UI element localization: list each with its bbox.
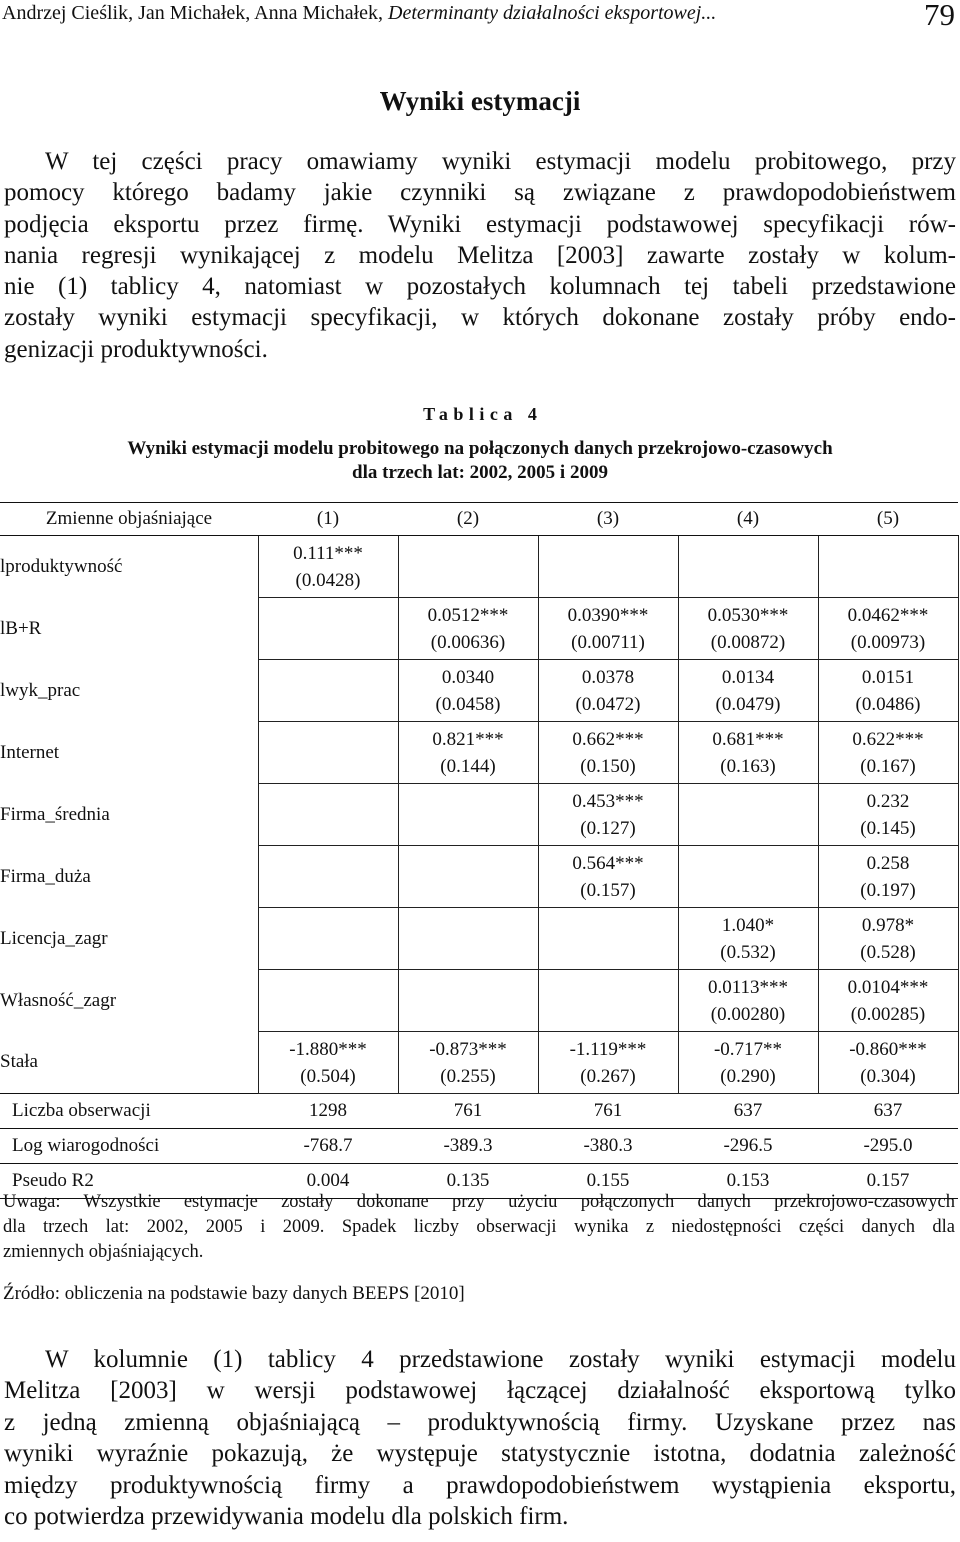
- empty-cell: [538, 970, 678, 1032]
- statistic-value: 0.153: [678, 1164, 818, 1199]
- column-header-1: (1): [258, 503, 398, 536]
- statistic-value: 761: [398, 1094, 538, 1129]
- variable-name: Firma_średnia: [0, 803, 110, 825]
- empty-cell: [398, 846, 538, 908]
- coefficient-value: -0.860***: [849, 1038, 927, 1060]
- statistic-value: 1298: [258, 1094, 398, 1129]
- coefficient-cell: [538, 598, 678, 660]
- standard-error: (0.00285): [850, 1003, 926, 1025]
- empty-cell: [678, 536, 818, 598]
- statistic-value: 0.155: [538, 1164, 678, 1199]
- coefficient-cell: [818, 1032, 958, 1094]
- empty-cell: [258, 722, 398, 784]
- coefficient-cell: [538, 660, 678, 722]
- standard-error: (0.504): [300, 1065, 356, 1087]
- paragraph-line: z jedną zmienną objaśniającą – produktywnością firmy. Uzyskane przez nas: [4, 1408, 956, 1436]
- note-line: dla trzech lat: 2002, 2005 i 2009. Spadek liczby obserwacji wynika z niedostępności części danych dla: [3, 1217, 955, 1237]
- coefficient-cell: [818, 722, 958, 784]
- empty-cell: [398, 970, 538, 1032]
- coefficient-value: 0.0530***: [707, 604, 789, 626]
- empty-cell: [678, 846, 818, 908]
- empty-cell: [398, 784, 538, 846]
- table-row: [0, 846, 958, 908]
- coefficient-cell: [398, 1032, 538, 1094]
- coefficient-value: -0.717**: [713, 1038, 783, 1060]
- standard-error: (0.150): [580, 755, 636, 777]
- standard-error: (0.0486): [855, 693, 921, 715]
- column-header-variables: Zmienne objaśniające: [0, 503, 258, 536]
- standard-error: (0.532): [720, 941, 776, 963]
- empty-cell: [818, 536, 958, 598]
- paragraph-line: W kolumnie (1) tablicy 4 przedstawione zostały wyniki estymacji modelu: [45, 1346, 956, 1373]
- paragraph-line: Melitza [2003] w wersji podstawowej łączącej działalność eksportową tylko: [4, 1377, 956, 1405]
- coefficient-cell: [258, 1032, 398, 1094]
- standard-error: (0.00973): [850, 631, 926, 653]
- standard-error: (0.0428): [295, 569, 361, 591]
- standard-error: (0.197): [860, 879, 916, 901]
- stat-row: [0, 1129, 958, 1164]
- paragraph-line: podjęcia eksportu przez firmę. Wyniki estymacji podstawowej specyfikacji rów-: [4, 210, 956, 238]
- paragraph-line: co potwierdza przewidywania modelu dla polskich firm.: [4, 1502, 569, 1530]
- coefficient-cell: [818, 908, 958, 970]
- standard-error: (0.127): [580, 817, 636, 839]
- header-row: [0, 503, 958, 536]
- standard-error: (0.163): [720, 755, 776, 777]
- statistic-value: 637: [818, 1094, 958, 1129]
- coefficient-value: 0.0151: [861, 666, 915, 688]
- coefficient-cell: [258, 536, 398, 598]
- statistic-value: -380.3: [538, 1129, 678, 1164]
- statistic-value: -296.5: [678, 1129, 818, 1164]
- coefficient-value: 0.0113***: [707, 976, 789, 998]
- coefficient-value: 1.040*: [721, 914, 775, 936]
- coefficient-value: 0.111***: [293, 542, 363, 564]
- note-line: Uwaga: Wszystkie estymacje zostały dokonane przy użyciu połączonych danych przekrojowo-czasowych: [3, 1192, 955, 1212]
- empty-cell: [258, 846, 398, 908]
- coefficient-cell: [678, 970, 818, 1032]
- coefficient-cell: [818, 970, 958, 1032]
- header-authors: Andrzej Cieślik, Jan Michałek, Anna Michałek,: [2, 2, 389, 24]
- standard-error: (0.528): [860, 941, 916, 963]
- body-paragraph: [4, 146, 956, 365]
- header-running-title: Determinanty działalności eksportowej...: [388, 2, 717, 24]
- paragraph-line: nania regresji wynikającej z modelu Melitza [2003] zawarte zostały w kolum-: [4, 241, 956, 269]
- coefficient-cell: [538, 722, 678, 784]
- column-header-3: (3): [538, 503, 678, 536]
- table-source: Źródło: obliczenia na podstawie bazy danych BEEPS [2010]: [3, 1283, 465, 1304]
- standard-error: (0.00711): [571, 631, 645, 653]
- table-row: [0, 536, 958, 598]
- coefficient-cell: [818, 846, 958, 908]
- coefficient-value: 0.0378: [581, 666, 635, 688]
- coefficient-cell: [678, 660, 818, 722]
- coefficient-value: 0.0390***: [567, 604, 649, 626]
- coefficient-value: 0.0462***: [847, 604, 929, 626]
- standard-error: (0.00280): [710, 1003, 786, 1025]
- coefficient-value: 0.0134: [721, 666, 775, 688]
- empty-cell: [258, 660, 398, 722]
- coefficient-value: 0.681***: [712, 728, 784, 750]
- statistic-value: 761: [538, 1094, 678, 1129]
- running-header: [2, 0, 716, 26]
- standard-error: (0.00872): [710, 631, 786, 653]
- variable-name: Własność_zagr: [0, 989, 117, 1011]
- coefficient-cell: [678, 722, 818, 784]
- paragraph-line: genizacji produktywności.: [4, 335, 268, 363]
- table-title-line: Wyniki estymacji modelu probitowego na połączonych danych przekrojowo-czasowych: [127, 438, 833, 459]
- results-table: [0, 502, 959, 1199]
- page-number: 79: [924, 0, 955, 32]
- standard-error: (0.157): [580, 879, 636, 901]
- variable-name: Firma_duża: [0, 865, 91, 887]
- standard-error: (0.00636): [430, 631, 506, 653]
- paragraph-line: wyniki wyraźnie pokazują, że występuje statystycznie istotna, dodatnia zależność: [4, 1440, 956, 1468]
- coefficient-cell: [398, 722, 538, 784]
- standard-error: (0.145): [860, 817, 916, 839]
- table-row: [0, 1032, 958, 1094]
- coefficient-value: 0.258: [866, 852, 910, 874]
- standard-error: (0.0458): [435, 693, 501, 715]
- statistic-name: Pseudo R2: [0, 1164, 258, 1199]
- statistic-value: 0.135: [398, 1164, 538, 1199]
- table-header: [0, 503, 958, 536]
- coefficient-value: 0.622***: [852, 728, 924, 750]
- coefficient-cell: [678, 908, 818, 970]
- statistic-value: 0.004: [258, 1164, 398, 1199]
- paragraph-line: nie (1) tablicy 4, natomiast w pozostałych kolumnach tej tabeli przedstawione: [4, 273, 956, 301]
- coefficient-value: -1.880***: [289, 1038, 367, 1060]
- column-header-2: (2): [398, 503, 538, 536]
- empty-cell: [538, 536, 678, 598]
- coefficient-cell: [678, 598, 818, 660]
- coefficient-cell: [538, 1032, 678, 1094]
- empty-cell: [398, 908, 538, 970]
- table-row: [0, 722, 958, 784]
- variable-name: lB+R: [0, 617, 42, 639]
- table-label: Tablica 4: [423, 404, 543, 424]
- variable-name: Licencja_zagr: [0, 927, 108, 949]
- statistic-value: -389.3: [398, 1129, 538, 1164]
- stat-row: [0, 1094, 958, 1129]
- variable-name: Stała: [0, 1051, 38, 1073]
- coefficient-value: 0.564***: [572, 852, 644, 874]
- coefficient-value: 0.453***: [572, 790, 644, 812]
- table-row: [0, 598, 958, 660]
- table-row: [0, 970, 958, 1032]
- coefficient-value: 0.662***: [572, 728, 644, 750]
- coefficient-value: -0.873***: [429, 1038, 507, 1060]
- standard-error: (0.0472): [575, 693, 641, 715]
- statistic-name: Log wiarogodności: [0, 1129, 258, 1164]
- coefficient-value: 0.0512***: [427, 604, 509, 626]
- coefficient-cell: [538, 846, 678, 908]
- variable-name: lwyk_prac: [0, 679, 81, 701]
- paragraph-line: zostały wyniki estymacji specyfikacji, w których dokonane zostały próby endo-: [4, 304, 956, 332]
- note-line: zmiennych objaśniających.: [3, 1242, 204, 1262]
- empty-cell: [538, 908, 678, 970]
- coefficient-cell: [818, 660, 958, 722]
- statistic-value: 637: [678, 1094, 818, 1129]
- statistic-value: -768.7: [258, 1129, 398, 1164]
- empty-cell: [258, 908, 398, 970]
- column-header-5: (5): [818, 503, 958, 536]
- coefficient-value: -1.119***: [569, 1038, 647, 1060]
- variable-name: Internet: [0, 741, 60, 763]
- coefficient-value: 0.978*: [861, 914, 915, 936]
- standard-error: (0.304): [860, 1065, 916, 1087]
- empty-cell: [258, 970, 398, 1032]
- standard-error: (0.290): [720, 1065, 776, 1087]
- table-row: [0, 784, 958, 846]
- standard-error: (0.144): [440, 755, 496, 777]
- table-row: [0, 908, 958, 970]
- paragraph-line: między produktywnością firmy a prawdopodobieństwem wystąpienia eksportu,: [4, 1471, 956, 1499]
- coefficient-cell: [398, 598, 538, 660]
- statistic-value: -295.0: [818, 1129, 958, 1164]
- coefficient-cell: [538, 784, 678, 846]
- coefficient-cell: [818, 784, 958, 846]
- standard-error: (0.167): [860, 755, 916, 777]
- coefficient-value: 0.0104***: [847, 976, 929, 998]
- standard-error: (0.267): [580, 1065, 636, 1087]
- statistic-value: 0.157: [818, 1164, 958, 1199]
- table-row: [0, 660, 958, 722]
- table-title-line: dla trzech lat: 2002, 2005 i 2009: [352, 462, 608, 483]
- column-header-4: (4): [678, 503, 818, 536]
- table-note: [3, 1190, 955, 1265]
- paragraph-line: pomocy którego badamy jakie czynniki są związane z prawdopodobieństwem: [4, 179, 956, 207]
- variable-name: lproduktywność: [0, 555, 123, 577]
- section-heading: Wyniki estymacji: [379, 86, 581, 116]
- table-body: [0, 536, 958, 1199]
- table-title: [0, 437, 960, 485]
- coefficient-cell: [678, 1032, 818, 1094]
- standard-error: (0.0479): [715, 693, 781, 715]
- coefficient-cell: [398, 660, 538, 722]
- paragraph-line: W tej części pracy omawiamy wyniki estymacji modelu probitowego, przy: [45, 148, 956, 175]
- statistic-name: Liczba obserwacji: [0, 1094, 258, 1129]
- body-paragraph: [4, 1344, 956, 1532]
- coefficient-value: 0.821***: [432, 728, 504, 750]
- standard-error: (0.255): [440, 1065, 496, 1087]
- coefficient-value: 0.0340: [441, 666, 495, 688]
- empty-cell: [258, 784, 398, 846]
- empty-cell: [398, 536, 538, 598]
- empty-cell: [258, 598, 398, 660]
- coefficient-value: 0.232: [866, 790, 910, 812]
- coefficient-cell: [818, 598, 958, 660]
- empty-cell: [678, 784, 818, 846]
